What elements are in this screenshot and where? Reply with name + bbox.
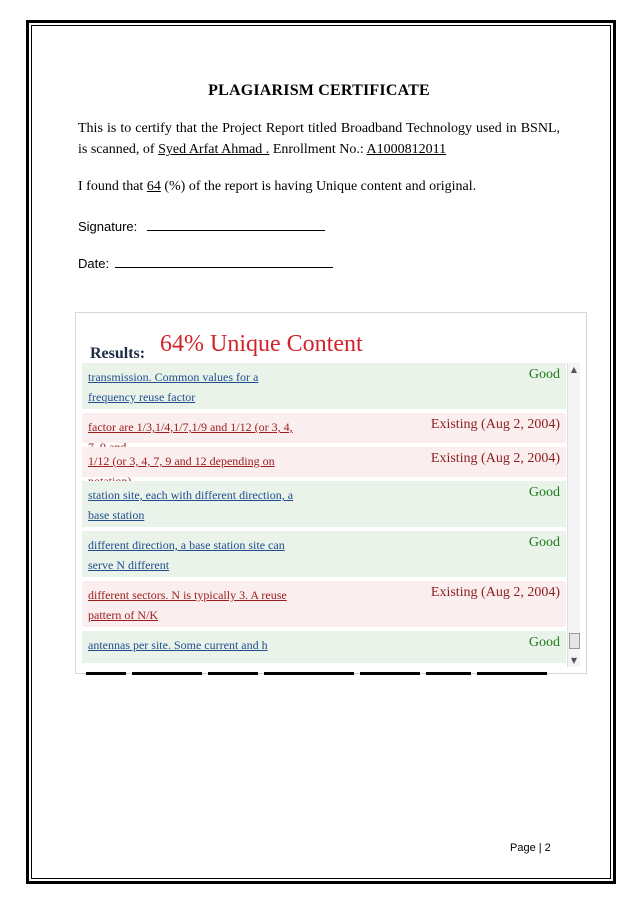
result-status: Good — [528, 535, 560, 550]
scrollbar-thumb[interactable] — [569, 633, 580, 649]
plagiarism-results-screenshot — [75, 312, 587, 674]
uniqueness-paragraph — [78, 176, 560, 197]
certificate-title: PLAGIARISM CERTIFICATE — [208, 82, 430, 99]
result-row — [82, 447, 566, 477]
enrollment-number: A1000812011 — [366, 142, 447, 157]
results-list — [82, 363, 566, 667]
signature-label: Signature: — [78, 219, 138, 234]
result-row — [82, 631, 566, 663]
certification-paragraph — [78, 118, 560, 160]
scroll-up-icon[interactable]: ▲ — [570, 365, 578, 374]
results-label: Results: — [90, 345, 146, 362]
certification-text: This is to certify that the Project Report titled Broadband Technology used in BSNL, is scanned, of — [78, 121, 560, 157]
unique-content-headline: 64% Unique Content — [160, 331, 363, 357]
result-row — [82, 481, 566, 527]
result-status: Existing (Aug 2, 2004) — [430, 451, 560, 466]
result-text[interactable]: antennas per site. Some current and h — [88, 638, 268, 652]
date-label: Date: — [78, 256, 110, 271]
result-text[interactable]: different sectors. N is typically 3. A reuse pattern of N/K — [88, 588, 287, 622]
result-text[interactable]: transmission. Common values for a frequency reuse factor — [88, 370, 259, 404]
unique-percent: 64 — [146, 179, 161, 194]
results-scrollbar[interactable] — [567, 363, 580, 667]
date-blank — [115, 257, 333, 268]
result-status: Good — [528, 367, 560, 382]
result-row — [82, 413, 566, 443]
result-text[interactable]: station site, each with different direction, a base station — [88, 488, 294, 522]
scroll-down-icon[interactable]: ▼ — [570, 656, 578, 665]
result-row — [82, 581, 566, 627]
result-text[interactable]: different direction, a base station site can serve N different — [88, 538, 285, 572]
enrollment-label: Enrollment No.: — [269, 142, 367, 157]
result-text[interactable]: 1/12 (or 3, 4, 7, 9 and 12 depending on — [88, 454, 275, 468]
result-status: Existing (Aug 2, 2004) — [430, 585, 560, 600]
result-status: Good — [528, 635, 560, 650]
signature-line — [78, 219, 325, 234]
date-line — [78, 256, 333, 271]
page-number: Page | 2 — [510, 842, 551, 854]
result-row — [82, 363, 566, 409]
result-status: Good — [528, 485, 560, 500]
result-text[interactable]: factor are 1/3,1/4,1/7,1/9 and 1/12 (or 3, 4, — [88, 420, 293, 434]
result-row — [82, 531, 566, 577]
signature-blank — [147, 220, 325, 231]
result-status: Existing (Aug 2, 2004) — [430, 417, 560, 432]
student-name: Syed Arfat Ahmad . — [158, 142, 270, 157]
uniqueness-text-pre: I found that — [78, 179, 147, 194]
cropped-text-fragment — [86, 672, 556, 678]
results-header — [86, 325, 566, 365]
uniqueness-text-post: (%) of the report is having Unique content and original. — [160, 179, 477, 194]
